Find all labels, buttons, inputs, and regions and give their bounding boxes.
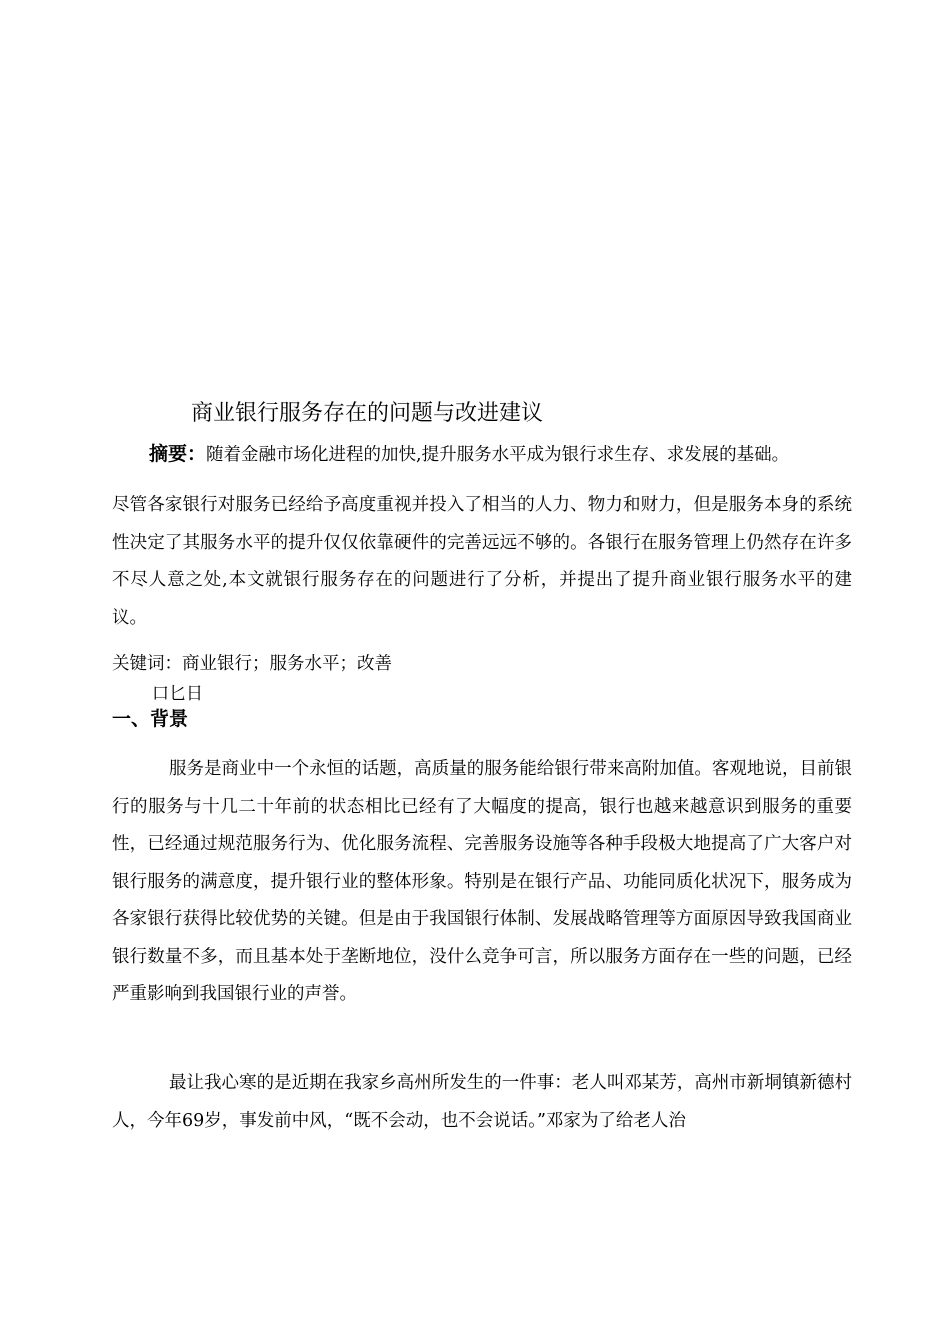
section-heading-background: 一、背景 — [112, 708, 189, 730]
keywords-line: 关键词：商业银行；服务水平；改善 — [112, 654, 392, 674]
abstract-label: 摘要： — [149, 443, 207, 465]
abstract-body: 尽管各家银行对服务已经给予高度重视并投入了相当的人力、物力和财力，但是服务本身的系统性决定了其服务水平的提升仅仅依靠硬件的完善远远不够的。各银行在服务管理上仍然存在许多不尽人意之处,本文就银行服务存在的问题进行了分析，并提出了提升商业银行服务水平的建议。 — [112, 495, 852, 628]
background-paragraph-2: 最让我心寒的是近期在我家乡高州所发生的一件事：老人叫邓某芳，高州市新垌镇新德村人，今年69岁，事发前中风，“既不会动，也不会说话。”邓家为了给老人治 — [112, 1073, 852, 1131]
stray-text: 口匕日 — [152, 684, 203, 704]
background-paragraph-1: 服务是商业中一个永恒的话题，高质量的服务能给银行带来高附加值。客观地说，目前银行的服务与十几二十年前的状态相比已经有了大幅度的提高，银行也越来越意识到服务的重要性，已经通过规范服务行为、优化服务流程、完善服务设施等各种手段极大地提高了广大客户对银行服务的满意度，提升银行业的整体形象。特别是在银行产品、功能同质化状况下，服务成为各家银行获得比较优势的关键。但是由于我国银行体制、发展战略管理等方面原因导致我国商业银行数量不多，而且基本处于垄断地位，没什么竞争可言，所以服务方面存在一些的问题，已经严重影响到我国银行业的声誉。 — [112, 759, 852, 1004]
document-title: 商业银行服务存在的问题与改进建议 — [191, 401, 544, 426]
abstract-first-line — [149, 438, 789, 471]
abstract-first-text: 随着金融市场化进程的加快,提升服务水平成为银行求生存、求发展的基础。 — [206, 445, 790, 465]
